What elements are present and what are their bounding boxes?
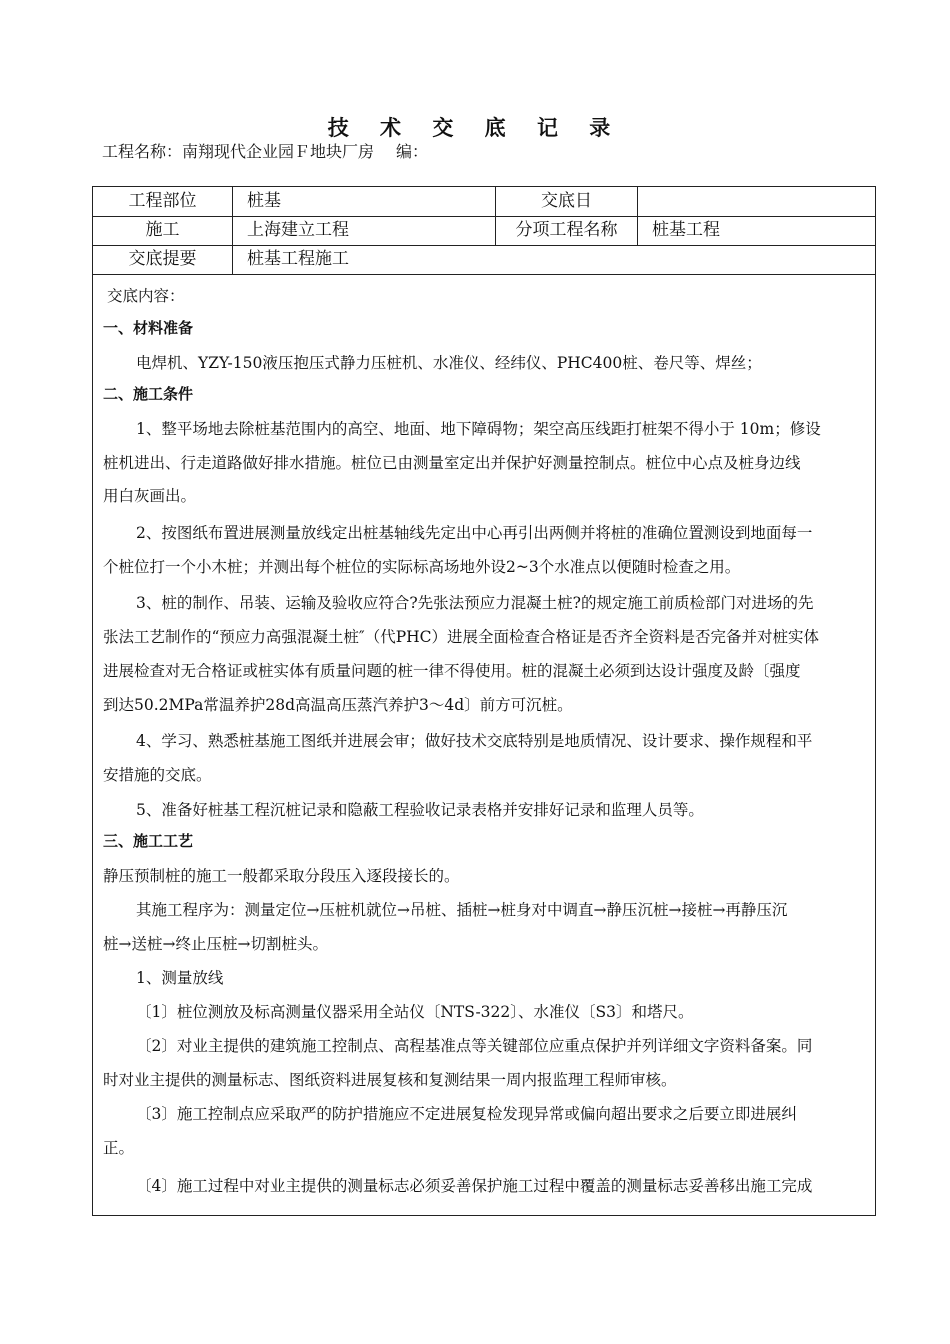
- header-row-location: [93, 187, 875, 217]
- paragraph-line: 〔1〕桩位测放及标高测量仪器采用全站仪〔NTS-322〕、水准仪〔S3〕和塔尺。: [136, 1003, 694, 1021]
- header-row-summary: [93, 245, 875, 275]
- paragraph-line: 〔4〕施工过程中对业主提供的测量标志必须妥善保护施工过程中覆盖的测量标志妥善移出施工完成: [136, 1177, 813, 1195]
- paragraph-line: 5、准备好桩基工程沉桩记录和隐蔽工程验收记录表格并安排好记录和监理人员等。: [136, 801, 704, 819]
- value-sub-item: 桩基工程: [652, 220, 720, 240]
- paragraph-line: 时对业主提供的测量标志、图纸资料进展复核和复测结果一周内报监理工程师审核。: [103, 1071, 677, 1089]
- paragraph-line: 2、按图纸布置进展测量放线定出桩基轴线先定出中心再引出两侧并将桩的准确位置测设到地面每一: [136, 524, 813, 542]
- value-construction: 上海建立工程: [233, 216, 496, 245]
- project-info-line: [102, 139, 428, 162]
- value-disclosure-date: [638, 187, 875, 216]
- paragraph-line: 其施工程序为：测量定位→压桩机就位→吊桩、插桩→桩身对中调直→静压沉桩→接桩→再静压沉: [136, 901, 788, 919]
- paragraph-line: 桩机进出、行走道路做好排水措施。桩位已由测量室定出并保护好测量控制点。桩位中心点及桩身边线: [103, 454, 801, 472]
- paragraph-line: 1、整平场地去除桩基范围内的高空、地面、地下障碍物；架空高压线距打桩架不得小于 10m；修设: [136, 420, 821, 438]
- project-name: 工程名称：南翔现代企业园Ｆ地块厂房: [102, 142, 375, 161]
- paragraph-line: 〔3〕施工控制点应采取严的防护措施应不定进展复检发现异常或偏向超出要求之后要立即进展纠: [136, 1105, 797, 1123]
- section-heading-process: 三、施工工艺: [103, 832, 194, 850]
- section-heading-conditions: 二、施工条件: [103, 385, 194, 403]
- paragraph-line: 到达50.2MPa常温养护28d高温高压蒸汽养护3～4d〕前方可沉桩。: [103, 696, 573, 714]
- subsection-heading-survey: 1、测量放线: [136, 969, 224, 987]
- disclosure-record-table: [92, 186, 876, 1216]
- document-title: 技 术 交 底 记 录: [327, 116, 623, 140]
- content-intro: 交底内容：: [107, 287, 185, 305]
- paragraph-line: 〔2〕对业主提供的建筑施工控制点、高程基准点等关键部位应重点保护并列详细文字资料备案。同: [136, 1037, 813, 1055]
- header-row-contractor: [93, 216, 875, 246]
- value-summary: 桩基工程施工: [247, 249, 349, 269]
- paragraph-line: 进展检查对无合格证或桩实体有质量问题的桩一律不得使用。桩的混凝土必须到达设计强度及龄〔强度: [103, 662, 801, 680]
- label-project-part: 工程部位: [93, 187, 233, 216]
- paragraph-line: 4、学习、熟悉桩基施工图纸并进展会审；做好技术交底特别是地质情况、设计要求、操作规程和平: [136, 732, 813, 750]
- paragraph-line: 安措施的交底。: [103, 766, 212, 784]
- paragraph-line: 个桩位打一个小木桩；并测出每个桩位的实际标高场地外设2~3个水准点以便随时检查之用。: [103, 558, 741, 576]
- paragraph-line: 正。: [103, 1139, 135, 1157]
- document-number-label: 编：: [396, 142, 429, 161]
- paragraph-line: 3、桩的制作、吊装、运输及验收应符合?先张法预应力混凝土桩?的规定施工前质检部门对进场的先: [136, 594, 814, 612]
- label-disclosure-date: 交底日: [496, 187, 638, 216]
- label-sub-item: 分项工程名称: [496, 216, 638, 245]
- paragraph-line: 桩→送桩→终止压桩→切割桩头。: [103, 935, 328, 953]
- paragraph-line: 静压预制桩的施工一般都采取分段压入逐段接长的。: [103, 867, 460, 885]
- section-heading-materials: 一、材料准备: [103, 319, 194, 337]
- paragraph-line: 用白灰画出。: [103, 487, 197, 505]
- paragraph-line: 张法工艺制作的“预应力高强混凝土桩″（代PHC）进展全面检查合格证是否齐全资料是否完备并对桩实体: [103, 628, 820, 646]
- label-summary: 交底提要: [93, 245, 233, 274]
- label-construction: 施工: [93, 216, 233, 245]
- value-project-part: 桩基: [233, 187, 496, 216]
- paragraph-line: 电焊机、YZY-150液压抱压式静力压桩机、水准仪、经纬仪、PHC400桩、卷尺等、焊丝；: [136, 354, 762, 372]
